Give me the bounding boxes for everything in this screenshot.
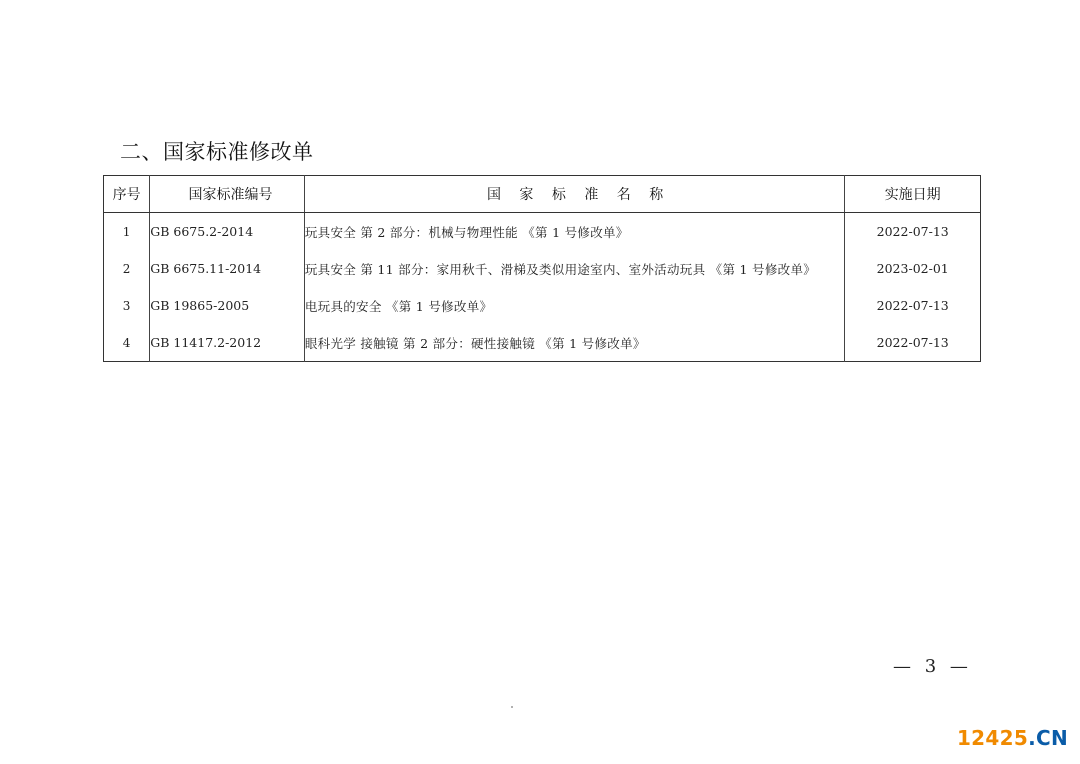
watermark-digits: 12425 — [956, 726, 1029, 750]
row-code: GB 6675.11-2014 — [150, 250, 305, 287]
row-date: 2022-07-13 — [845, 287, 981, 324]
row-name: 电玩具的安全 《第 1 号修改单》 — [304, 287, 845, 324]
row-date: 2023-02-01 — [845, 250, 981, 287]
header-no: 序号 — [104, 176, 150, 213]
row-name: 玩具安全 第 2 部分：机械与物理性能 《第 1 号修改单》 — [304, 213, 845, 251]
scan-speck — [511, 706, 513, 708]
table-header-row — [104, 176, 981, 213]
watermark-dot: . — [1028, 726, 1036, 750]
row-code: GB 19865-2005 — [150, 287, 305, 324]
row-code: GB 11417.2-2012 — [150, 324, 305, 362]
row-no: 1 — [122, 224, 131, 239]
header-name: 国 家 标 准 名 称 — [304, 176, 845, 213]
row-no: 2 — [122, 261, 131, 276]
table-row — [104, 287, 981, 324]
table-row — [104, 250, 981, 287]
row-name: 眼科光学 接触镜 第 2 部分：硬性接触镜 《第 1 号修改单》 — [304, 324, 845, 362]
table-row — [104, 324, 981, 362]
header-code: 国家标准编号 — [150, 176, 305, 213]
row-no: 4 — [122, 335, 131, 350]
row-no: 3 — [122, 298, 131, 313]
table-row — [104, 213, 981, 251]
watermark-suffix: CN — [1035, 726, 1068, 750]
row-code: GB 6675.2-2014 — [150, 213, 305, 251]
row-date: 2022-07-13 — [845, 213, 981, 251]
row-name: 玩具安全 第 11 部分：家用秋千、滑梯及类似用途室内、室外活动玩具 《第 1 号修改单》 — [304, 250, 845, 287]
section-title: 二、国家标准修改单 — [120, 140, 314, 164]
site-watermark — [957, 726, 1068, 750]
row-date: 2022-07-13 — [845, 324, 981, 362]
header-date: 实施日期 — [845, 176, 981, 213]
page-number: — 3 — — [893, 656, 972, 677]
standards-amendment-table — [103, 175, 981, 362]
